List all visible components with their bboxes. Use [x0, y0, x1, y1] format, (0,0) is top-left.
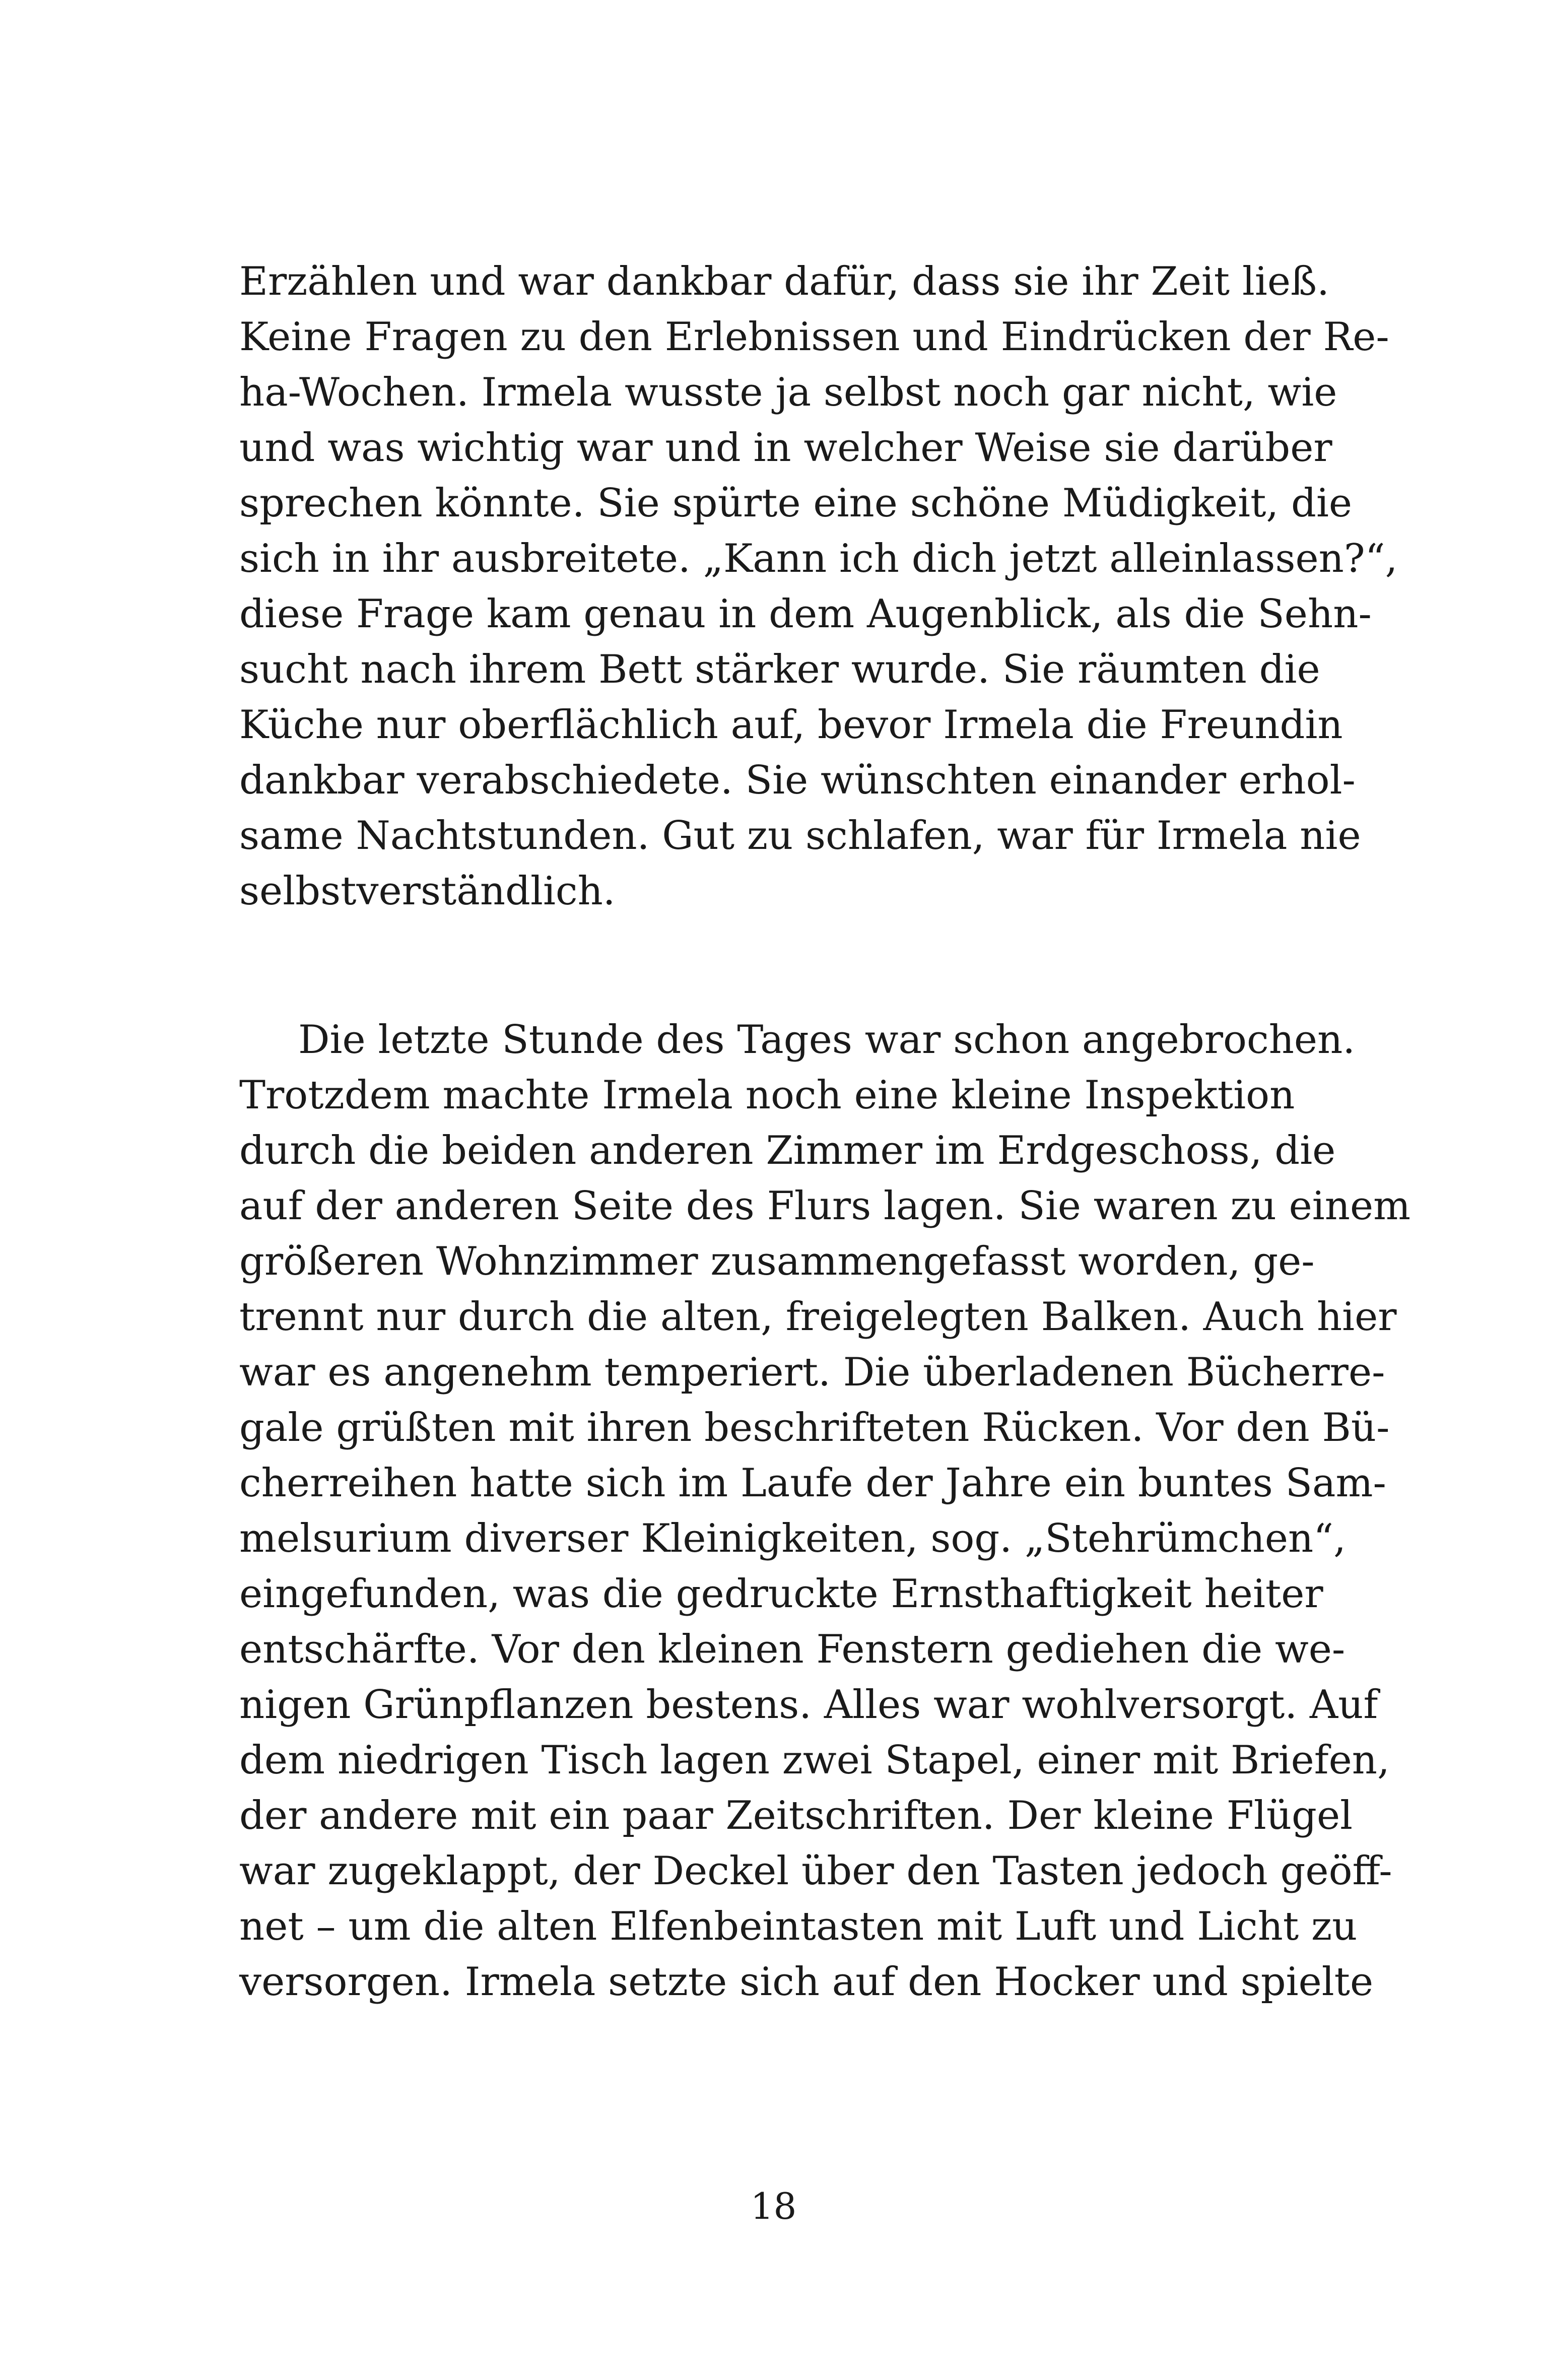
text-line: war zugeklappt, der Deckel über den Tasten jedoch geöff-	[239, 1848, 1392, 1894]
text-line: durch die beiden anderen Zimmer im Erdgeschoss, die	[239, 1128, 1336, 1173]
text-line: versorgen. Irmela setzte sich auf den Hocker und spielte	[239, 1959, 1374, 2005]
text-line: sucht nach ihrem Bett stärker wurde. Sie räumten die	[239, 647, 1320, 692]
text-line: same Nachtstunden. Gut zu schlafen, war für Irmela nie	[239, 813, 1361, 858]
text-line: gale grüßten mit ihren beschrifteten Rücken. Vor den Bü-	[239, 1405, 1390, 1450]
text-line: sprechen könnte. Sie spürte eine schöne Müdigkeit, die	[239, 481, 1353, 526]
text-line: trennt nur durch die alten, freigelegten Balken. Auch hier	[239, 1294, 1397, 1340]
text-line: größeren Wohnzimmer zusammengefasst worden, ge-	[239, 1239, 1315, 1284]
text-line: selbstverständlich.	[239, 869, 616, 914]
text-line: net – um die alten Elfenbeintasten mit Luft und Licht zu	[239, 1904, 1358, 1949]
text-line: Trotzdem machte Irmela noch eine kleine Inspektion	[239, 1073, 1295, 1118]
text-line: cherreihen hatte sich im Laufe der Jahre ein buntes Sam-	[239, 1461, 1386, 1506]
text-line: der andere mit ein paar Zeitschriften. Der kleine Flügel	[239, 1793, 1353, 1838]
text-line: melsurium diverser Kleinigkeiten, sog. „Stehrümchen“,	[239, 1516, 1346, 1561]
text-line: Die letzte Stunde des Tages war schon angebrochen.	[298, 1017, 1356, 1063]
text-line: ha-Wochen. Irmela wusste ja selbst noch gar nicht, wie	[239, 370, 1337, 415]
text-line: Küche nur oberflächlich auf, bevor Irmela die Freundin	[239, 702, 1343, 748]
text-line: nigen Grünpflanzen bestens. Alles war wohlversorgt. Auf	[239, 1682, 1378, 1728]
text-line: sich in ihr ausbreitete. „Kann ich dich jetzt alleinlassen?“,	[239, 536, 1398, 581]
text-line: entschärfte. Vor den kleinen Fenstern gediehen die we-	[239, 1627, 1346, 1672]
text-line: war es angenehm temperiert. Die überladenen Bücherre-	[239, 1350, 1385, 1395]
text-line: und was wichtig war und in welcher Weise sie darüber	[239, 425, 1332, 471]
text-line: diese Frage kam genau in dem Augenblick, als die Sehn-	[239, 591, 1372, 637]
text-line: dankbar verabschiedete. Sie wünschten einander erhol-	[239, 758, 1356, 803]
page-number: 18	[750, 2185, 797, 2227]
text-line: eingefunden, was die gedruckte Ernsthaftigkeit heiter	[239, 1571, 1323, 1617]
text-line: dem niedrigen Tisch lagen zwei Stapel, einer mit Briefen,	[239, 1738, 1390, 1783]
text-line: Keine Fragen zu den Erlebnissen und Eindrücken der Re-	[239, 314, 1389, 360]
text-line: Erzählen und war dankbar dafür, dass sie ihr Zeit ließ.	[239, 259, 1329, 304]
text-line: auf der anderen Seite des Flurs lagen. Sie waren zu einem	[239, 1183, 1411, 1229]
